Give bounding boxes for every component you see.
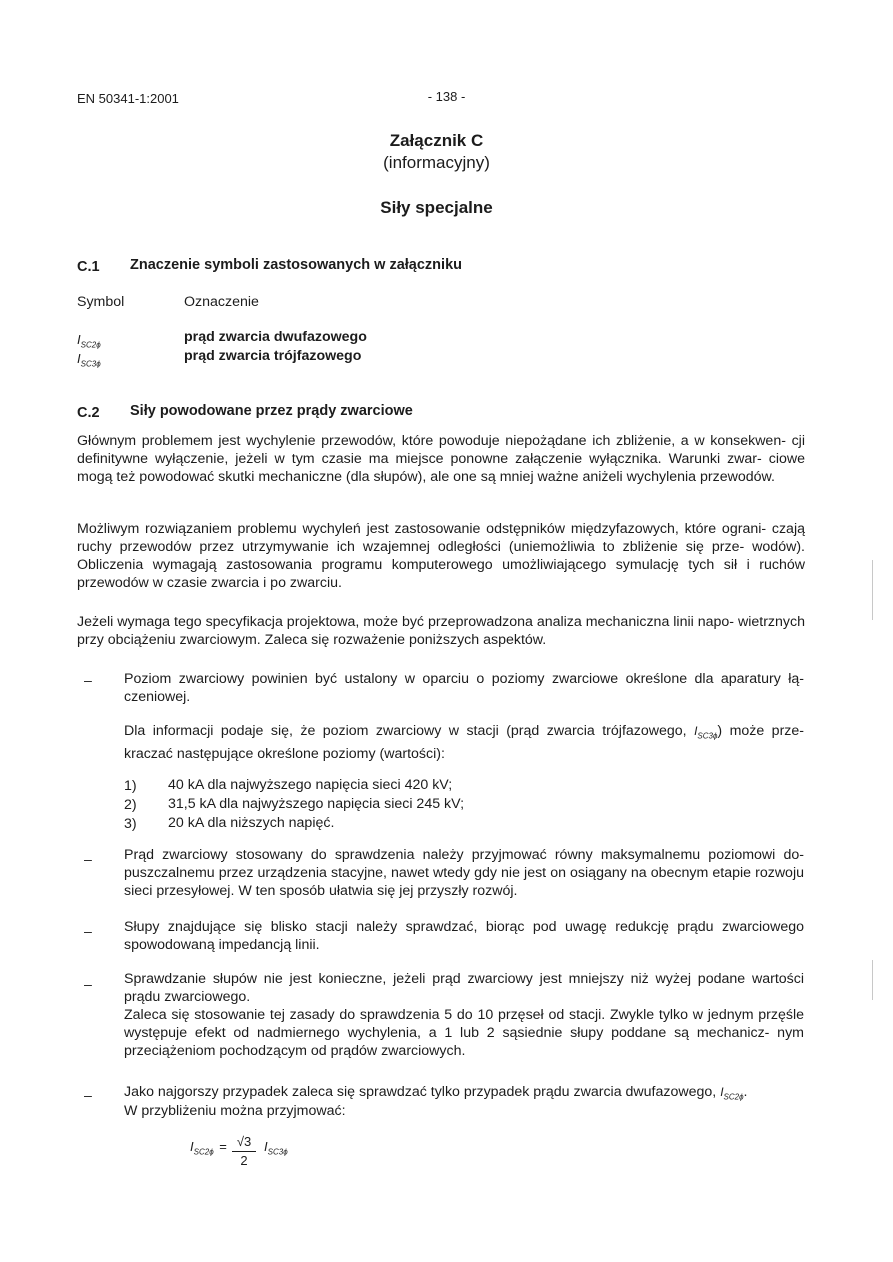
section-c2-number: C.2 [77,405,100,421]
bullet-text: Poziom zwarciowy powinien być ustalony w oparciu o poziomy zwarciowe określone dla aparatury łą- czeniowej. [124,671,804,705]
paragraph: Głównym problemem jest wychylenie przewodów, które powoduje niepożądane ich zbliżenie, a w konsekwen- cji definitywne wyłączenie, jeżeli w tym czasie ma miejsce ponowne załączenie wyłącznika. Warunki zwar- ciowe mogą też powodować skutki mechaniczne (dla słupów), ale one są mniej ważne aniżeli wychylenia przewodów. [77,433,805,485]
annex-subtitle: (informacyjny) [383,153,490,172]
level-number: 2) [124,797,137,813]
annex-name: Siły specjalne [380,198,493,217]
bullet-text: Zaleca się stosowanie tej zasady do sprawdzenia 5 do 10 przęseł od stacji. Zwykle tylko w jednym przęśle występuje efekt od nadmiernego wychylenia, a 1 lub 2 sąsiednie słupy poddane są mechanicz- nym przeciążeniom pochodzącym od prądów zwarciowych. [124,1007,804,1059]
meaning-column-header: Oznaczenie [184,294,259,310]
bullet-text: Jako najgorszy przypadek zaleca się sprawdzać tylko przypadek prądu zwarcia dwufazowego, $I_{SC2\phi}$. [124,1084,748,1102]
annex-title: Załącznik C [389,131,484,150]
scan-artifact [872,960,873,1000]
symbol-isc2: $I_{SC2\phi}$ [77,332,101,350]
page-number: - 138 - [427,89,466,104]
bullet-text: Sprawdzanie słupów nie jest konieczne, jeżeli prąd zwarciowy jest mniejszy niż wyżej podane wartości prądu zwarciowego. [124,971,804,1005]
bullet-dash: – [84,924,92,940]
formula-equals: = [219,1139,227,1154]
symbol-isc2-meaning: prąd zwarcia dwufazowego [184,329,367,345]
bullet-dash: – [84,977,92,993]
level-number: 3) [124,816,137,832]
bullet-text: Słupy znajdujące się blisko stacji należy sprawdzać, biorąc pod uwagę redukcję prądu zwarciowego spowodowaną impedancją linii. [124,919,804,953]
section-c1-number: C.1 [77,259,100,275]
bullet-dash: – [84,1088,92,1104]
bullet-info-text: Dla informacji podaje się, że poziom zwarciowy w stacji (prąd zwarcia trójfazowego, $I_{SC3\phi}$) może prze- kraczać następujące określone poziomy (wartości): [124,723,805,763]
paragraph: Jeżeli wymaga tego specyfikacja projektowa, może być przeprowadzona analiza mechaniczna linii napo- wietrznych przy obciążeniu zwarciowym. Zaleca się rozważenie poniższych aspektów. [77,614,805,648]
formula-denominator: 2 [240,1153,248,1168]
bullet-text: Prąd zwarciowy stosowany do sprawdzenia należy przyjmować równy maksymalnemu poziomowi do- puszczalnemu przez urządzenia stacyjne, nawet wtedy gdy nie jest on osiągany na obecnym etapie rozwoju sieci przesyłowej. W ten sposób ułatwia się jej przyszły rozwój. [124,847,804,899]
symbol-isc3-meaning: prąd zwarcia trójfazowego [184,348,362,364]
scan-artifact [872,560,873,620]
symbol-column-header: Symbol [77,294,125,310]
level-text: 31,5 kA dla najwyższego napięcia sieci 245 kV; [168,796,465,812]
level-text: 20 kA dla niższych napięć. [168,815,335,831]
formula-rhs: $I_{SC3\phi}$ [264,1139,288,1157]
formula-lhs: $I_{SC2\phi}$ [190,1139,214,1157]
section-c1-title: Znaczenie symboli zastosowanych w załączniku [130,257,462,273]
level-text: 40 kA dla najwyższego napięcia sieci 420 kV; [168,777,453,793]
bullet-dash: – [84,852,92,868]
symbol-isc3: $I_{SC3\phi}$ [77,351,101,369]
section-c2-title: Siły powodowane przez prądy zwarciowe [130,403,413,419]
formula-fraction [232,1133,256,1170]
level-number: 1) [124,778,137,794]
formula [190,1134,288,1168]
inline-symbol-isc3: $I_{SC3\phi}$ [694,724,718,741]
formula-numerator: √3 [232,1133,256,1152]
bullet-text: W przybliżeniu można przyjmować: [124,1103,346,1119]
standard-reference: EN 50341-1:2001 [77,91,179,106]
bullet-dash: – [84,673,92,689]
paragraph: Możliwym rozwiązaniem problemu wychyleń jest zastosowanie odstępników międzyfazowych, które ograni- czają ruchy przewodów przez utrzymywanie ich wzajemnej odległości (uniemożliwia to zbliżenie się prze- wodów). Obliczenia wymagają zastosowania programu komputerowego umożliwiającego symulację tych sił i ruchów przewodów w czasie zwarcia i po zwarciu. [77,521,805,591]
inline-symbol-isc2: $I_{SC2\phi}$ [720,1085,744,1102]
